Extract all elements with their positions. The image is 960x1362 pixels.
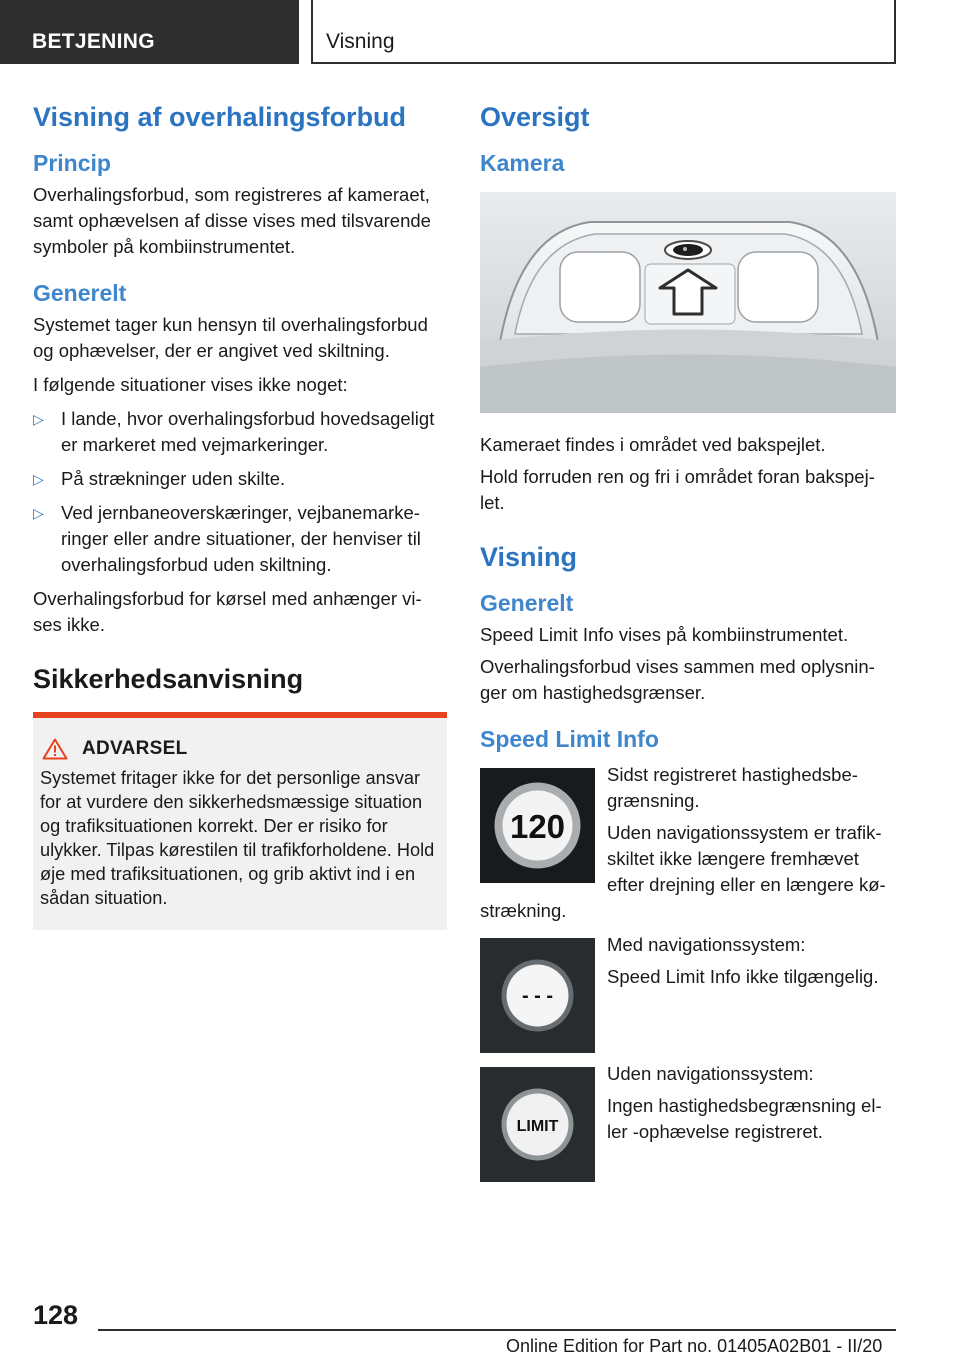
warning-icon — [42, 738, 68, 760]
camera-heading: Kamera — [480, 150, 565, 176]
overview-heading: Oversigt — [480, 102, 590, 132]
chapter-tab — [311, 0, 896, 64]
sli-text-2: Ingen hastighedsbegrænsning el-ler -ophævelse registreret. — [607, 1095, 882, 1142]
display-heading: Visning — [480, 542, 578, 572]
sli-item — [480, 932, 896, 1053]
sli-heading: Speed Limit Info — [480, 726, 659, 752]
principle-heading: Princip — [33, 150, 111, 176]
footer-divider — [98, 1329, 896, 1331]
page-number: 128 — [33, 1300, 79, 1330]
right-column — [480, 100, 896, 1182]
page-title: Visning af overhalingsforbud — [33, 102, 407, 132]
bullet-triangle-icon: ▷ — [33, 471, 44, 487]
list-item: ▷ På strækninger uden skilte. — [33, 466, 447, 492]
general-heading: Generelt — [33, 280, 127, 306]
left-column — [33, 100, 447, 930]
bullet-triangle-icon: ▷ — [33, 505, 44, 521]
sli-item — [480, 1061, 896, 1182]
no-limit-detected-icon — [480, 1067, 595, 1182]
sign-text: LIMIT — [516, 1118, 559, 1135]
display-text-2: Overhalingsforbud vises sammen med oplysnin-ger om hastighedsgrænser. — [480, 656, 875, 703]
camera-text-1: Kameraet findes i området ved bakspejlet. — [480, 434, 826, 455]
sli-text-2: Uden navigationssystem er trafik-skiltet ikke længere fremhævet efter drejning eller en længere kø-strækning. — [480, 822, 886, 921]
section-title: BETJENING — [32, 30, 155, 53]
display-general-heading: Generelt — [480, 590, 574, 616]
sli-text-1: Med navigationssystem: — [607, 934, 806, 955]
sign-text: - - - — [521, 985, 554, 1007]
general-text: Systemet tager kun hensyn til overhalingsforbud og ophævelser, der er angivet ved skiltning. — [33, 314, 428, 361]
camera-text-2: Hold forruden ren og fri i området foran bakspej-let. — [480, 466, 875, 513]
speed-limit-unavailable-icon — [480, 938, 595, 1053]
warning-label: ADVARSEL — [82, 738, 188, 759]
list-item: ▷ Ved jernbaneoverskæringer, vejbanemarke-ringer eller andre situationer, der henviser til overhalingsforbud uden skiltning. — [33, 500, 447, 578]
camera-location-image — [480, 192, 896, 413]
warning-text: Systemet fritager ikke for det personlige ansvar for at vurdere den sikkerhedsmæssige situation og trafiksituationen korrekt. Der er risiko for ulykker. Tilpas kørestilen til trafikforholdene. Hold øje med trafiksituationen, og grib aktivt ind i en sådan situation. — [40, 768, 435, 908]
display-text-1: Speed Limit Info vises på kombiinstrumentet. — [480, 624, 849, 645]
safety-heading: Sikkerhedsanvisning — [33, 664, 304, 694]
sign-text: 120 — [509, 808, 566, 845]
speed-limit-120-icon — [480, 768, 595, 883]
sli-item — [480, 762, 896, 924]
trailer-text: Overhalingsforbud for kørsel med anhænger vi-ses ikke. — [33, 588, 422, 635]
chapter-title: Visning — [326, 30, 395, 53]
edition-text: Online Edition for Part no. 01405A02B01 - II/20 — [506, 1336, 883, 1356]
section-tab — [0, 0, 299, 64]
bullet-triangle-icon: ▷ — [33, 411, 44, 427]
situations-intro: I følgende situationer vises ikke noget: — [33, 374, 348, 395]
list-item: ▷ I lande, hvor overhalingsforbud hovedsageligt er markeret med vejmarkeringer. — [33, 406, 447, 458]
sli-text-2: Speed Limit Info ikke tilgængelig. — [607, 966, 879, 987]
principle-text: Overhalingsforbud, som registreres af kameraet, samt ophævelsen af disse vises med tilsvarende symboler på kombiinstrumentet. — [33, 184, 431, 257]
sli-text-1: Uden navigationssystem: — [607, 1063, 814, 1084]
sli-text-1: Sidst registreret hastighedsbe-grænsning. — [607, 764, 858, 811]
warning-box — [33, 718, 447, 930]
